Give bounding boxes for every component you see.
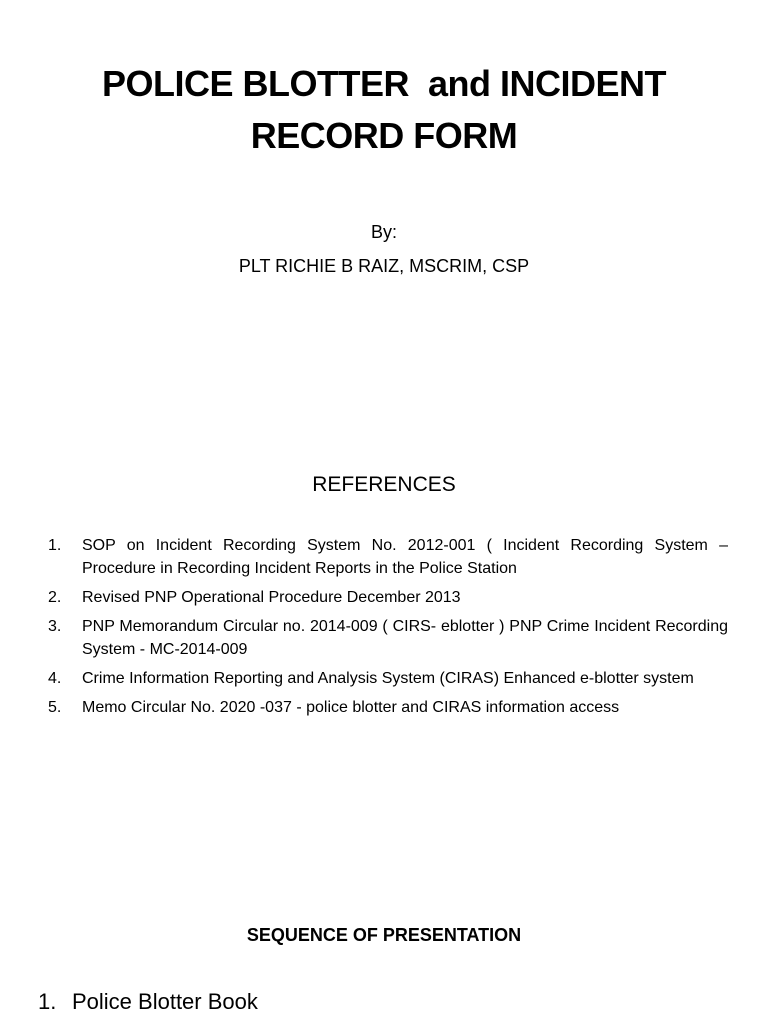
- sequence-list: [38, 987, 258, 1017]
- reference-number: 3.: [48, 618, 62, 635]
- title-line-1: POLICE BLOTTER and INCIDENT: [101, 63, 666, 104]
- reference-number: 1.: [48, 537, 62, 554]
- document-title: [40, 58, 728, 162]
- reference-item: [48, 615, 728, 661]
- author-name: PLT RICHIE B RAIZ, MSCRIM, CSP: [238, 256, 530, 276]
- sequence-text: Police Blotter Book: [72, 989, 258, 1014]
- references-list: [48, 534, 728, 725]
- title-line-2: RECORD FORM: [250, 115, 518, 156]
- reference-item: [48, 696, 728, 719]
- sequence-heading: SEQUENCE OF PRESENTATION: [246, 925, 522, 945]
- references-heading: REFERENCES: [312, 473, 456, 496]
- reference-text: Crime Information Reporting and Analysis System (CIRAS) Enhanced e-blotter system: [82, 670, 694, 687]
- reference-item: [48, 667, 728, 690]
- reference-text: Memo Circular No. 2020 -037 - police blotter and CIRAS information access: [82, 699, 620, 716]
- reference-number: 2.: [48, 589, 62, 606]
- by-label: By:: [370, 222, 397, 242]
- reference-text: PNP Memorandum Circular no. 2014-009 ( CIRS- eblotter ) PNP Crime Incident Recording System - MC-2014-009: [82, 618, 728, 658]
- reference-number: 5.: [48, 699, 62, 716]
- reference-number: 4.: [48, 670, 62, 687]
- reference-item: [48, 534, 728, 580]
- reference-text: Revised PNP Operational Procedure December 2013: [82, 589, 461, 606]
- sequence-number: 1.: [38, 989, 57, 1014]
- sequence-item: [38, 987, 258, 1017]
- reference-item: [48, 586, 728, 609]
- reference-text: SOP on Incident Recording System No. 2012-001 ( Incident Recording System – Procedure in Recording Incident Reports in the Police Station: [82, 537, 728, 577]
